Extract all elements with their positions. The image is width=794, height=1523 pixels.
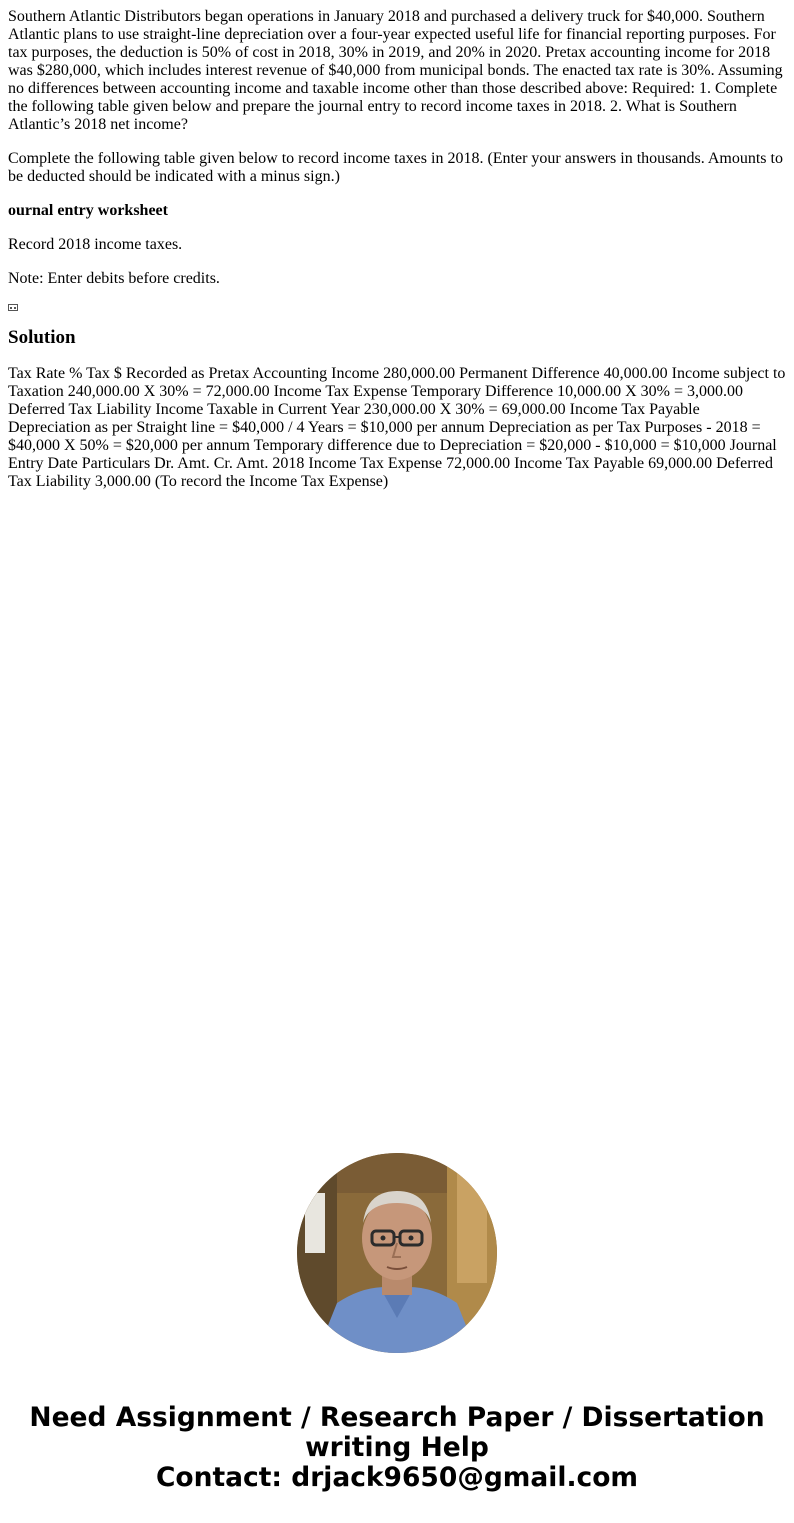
question-text: Southern Atlantic Distributors began operations in January 2018 and purchased a delivery truck for $40,000. Southern Atlantic plans to use straight-line depreciation over a four-year expected useful life for financial reporting purposes. For tax purposes, the deduction is 50% of cost in 2018, 30% in 2019, and 20% in 2020. Pretax accounting income for 2018 was $280,000, which includes interest revenue of $40,000 from municipal bonds. The enacted tax rate is 30%. Assuming no differences between accounting income and taxable income other than those described above: Required: 1. Complete the following table given below and prepare the journal entry to record income taxes in 2018. 2. What is Southern Atlantic’s 2018 net income? — [8, 8, 783, 133]
author-avatar — [297, 1153, 497, 1353]
solution-heading: Solution — [8, 327, 76, 348]
promo-contact: Contact: drjack9650@gmail.com — [155, 1462, 639, 1493]
promo-line-1: Need Assignment / Research Paper / Dissertation — [29, 1402, 765, 1433]
worksheet-title: ournal entry worksheet — [8, 202, 168, 219]
broken-image-icon — [8, 304, 18, 311]
note-text: Note: Enter debits before credits. — [8, 270, 220, 287]
instruction-text: Complete the following table given below to record income taxes in 2018. (Enter your answers in thousands. Amounts to be deducted should be indicated with a minus sign.) — [8, 150, 783, 185]
main-content — [8, 8, 786, 507]
solution-body: Tax Rate % Tax $ Recorded as Pretax Accounting Income 280,000.00 Permanent Difference 40,000.00 Income subject to Taxation 240,000.00 X 30% = 72,000.00 Income Tax Expense Temporary Difference 10,000.00 X 30% = 3,000.00 Deferred Tax Liability Income Taxable in Current Year 230,000.00 X 30% = 69,000.00 Income Tax Payable Depreciation as per Straight line = $40,000 / 4 Years = $10,000 per annum Depreciation as per Tax Purposes - 2018 = $40,000 X 50% = $20,000 per annum Temporary difference due to Depreciation = $20,000 - $10,000 = $10,000 Journal Entry Date Particulars Dr. Amt. Cr. Amt. 2018 Income Tax Expense 72,000.00 Income Tax Payable 69,000.00 Deferred Tax Liability 3,000.00 (To record the Income Tax Expense) — [8, 365, 786, 490]
promo-banner — [0, 1403, 794, 1493]
promo-line-2: writing Help — [305, 1432, 489, 1463]
record-label: Record 2018 income taxes. — [8, 236, 183, 253]
